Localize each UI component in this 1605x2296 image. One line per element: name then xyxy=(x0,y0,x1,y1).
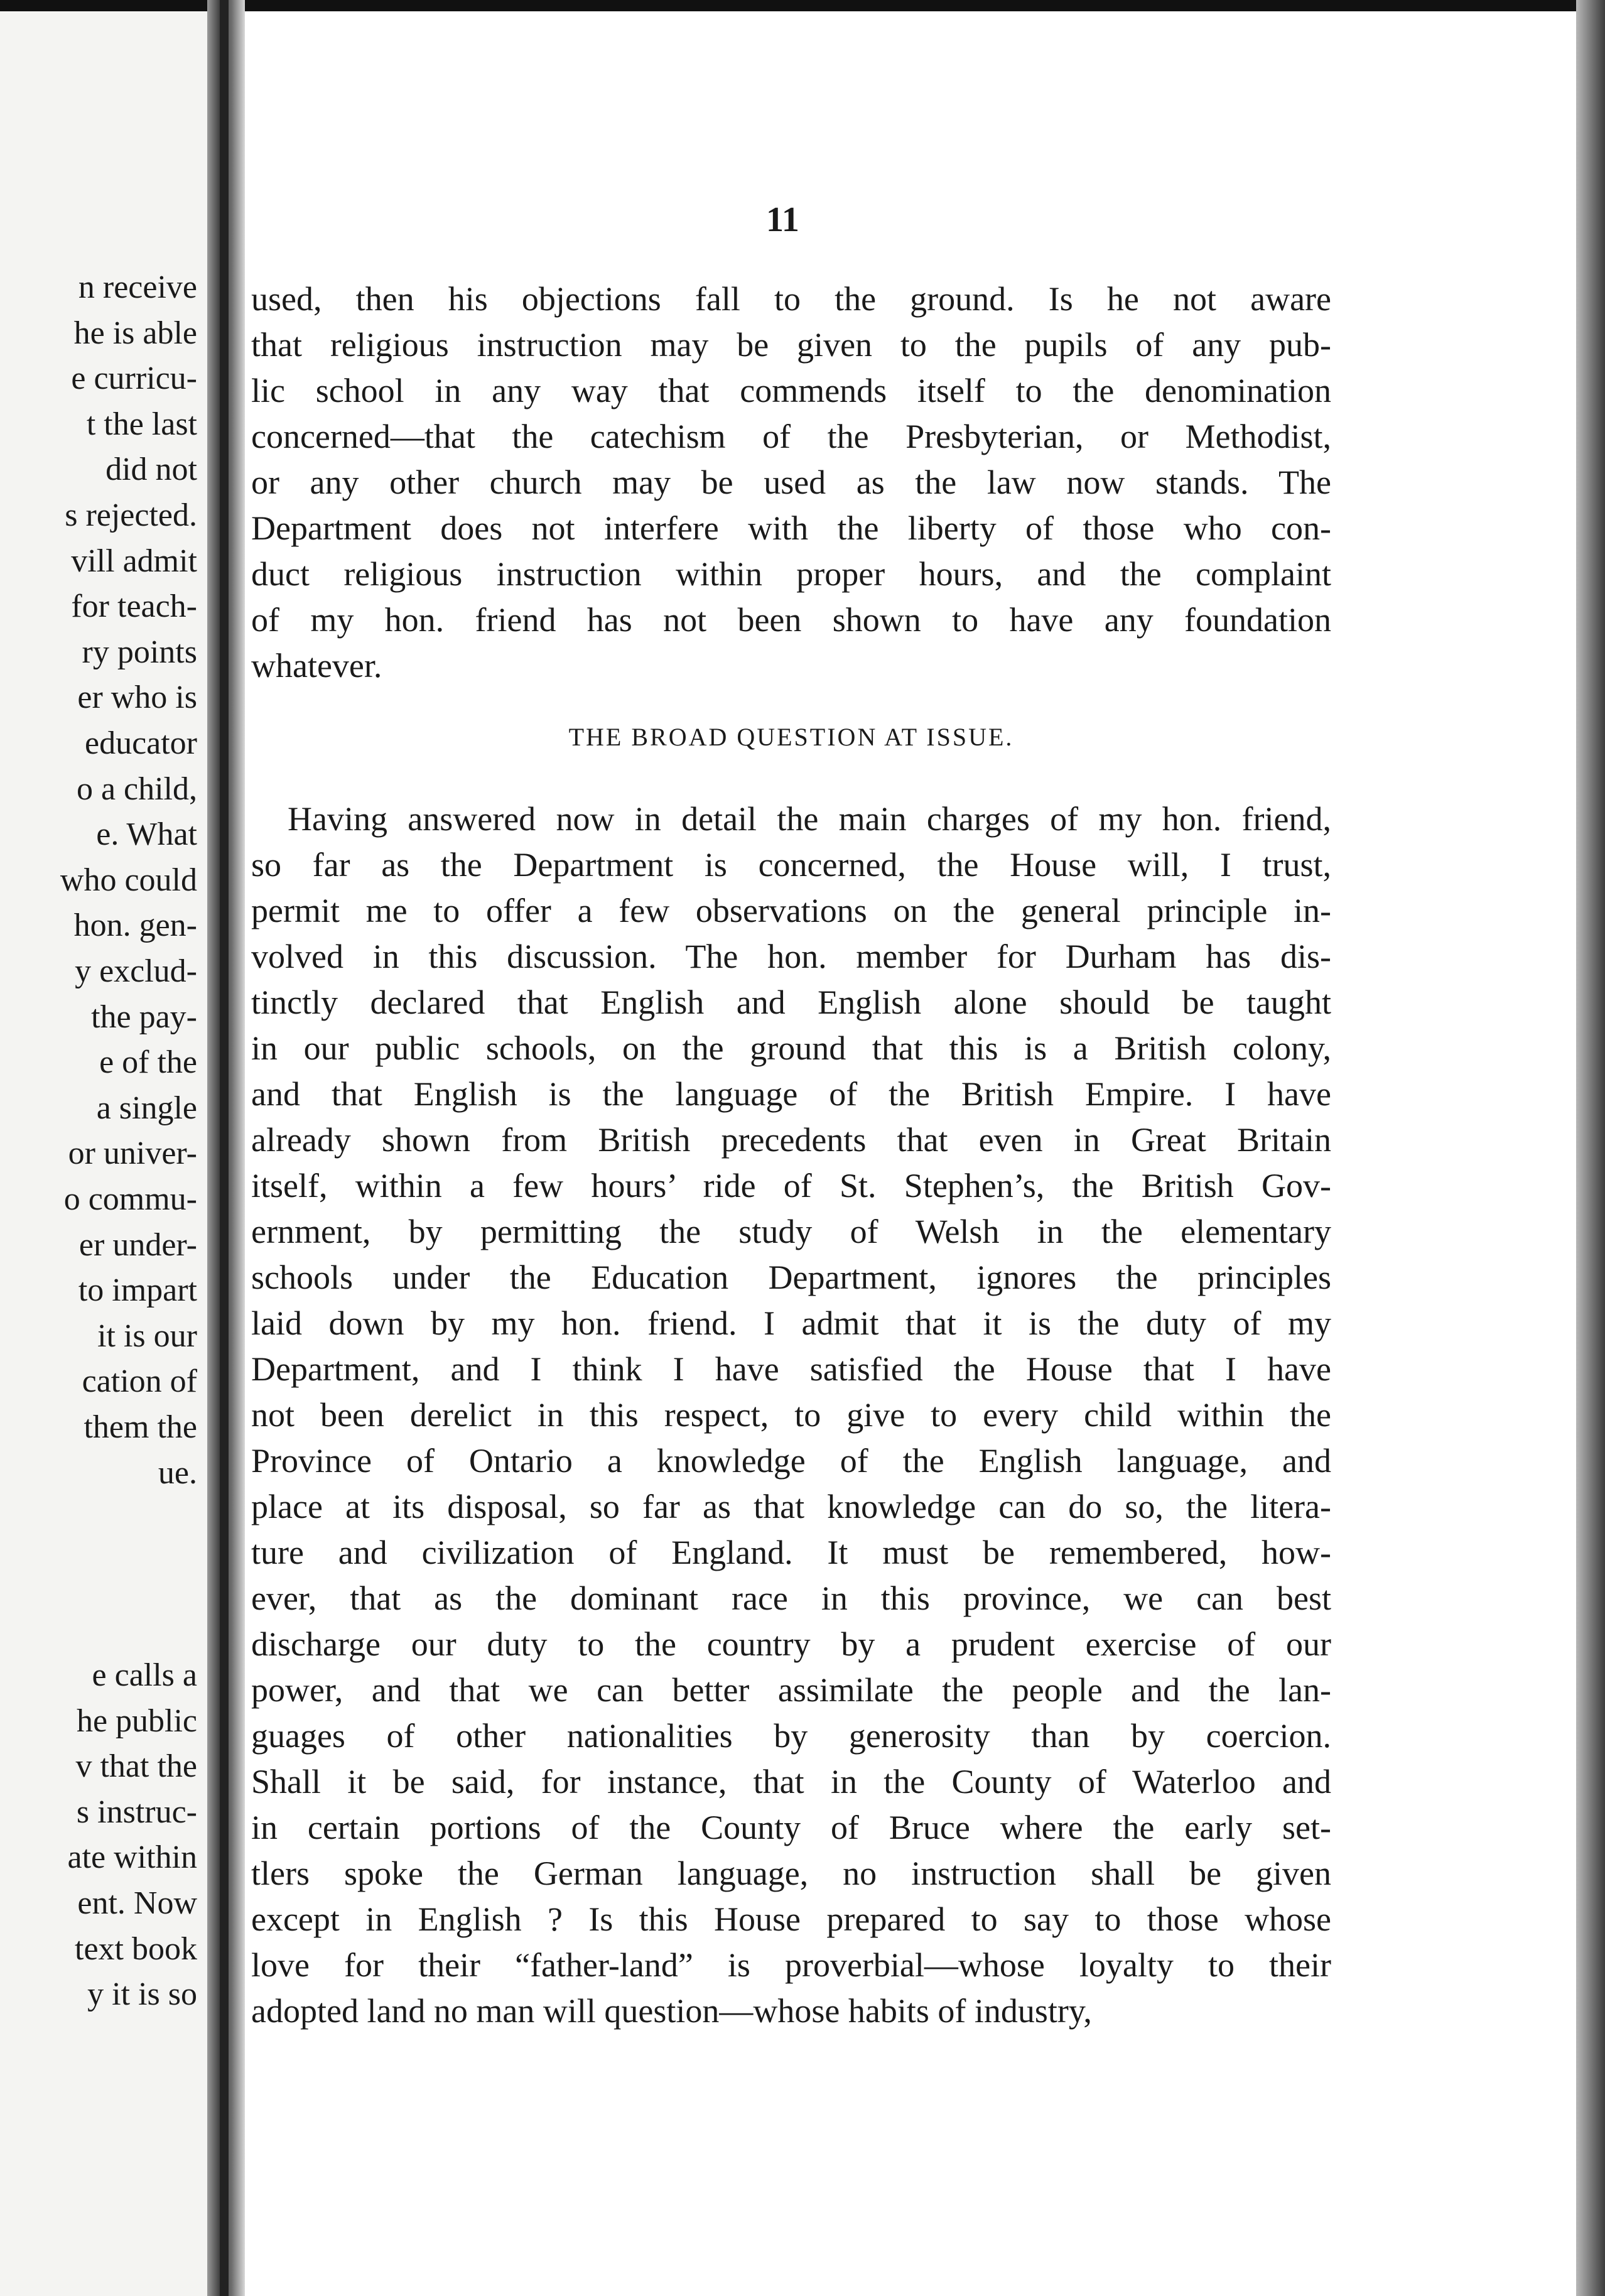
left-page-line: ue. xyxy=(158,1454,197,1491)
left-page-line: y it is so xyxy=(87,1976,197,2013)
text-line: ernment, by permitting the study of Welsh in the elementary xyxy=(251,1213,1331,1250)
text-line: used, then his objections fall to the ground. Is he not aware xyxy=(251,280,1331,318)
left-page-line: it is our xyxy=(97,1318,197,1354)
text-line: ever, that as the dominant race in this province, we can best xyxy=(251,1579,1331,1617)
right-page-edge xyxy=(1576,0,1605,2296)
text-line: laid down by my hon. friend. I admit that it is the duty of my xyxy=(251,1304,1331,1342)
left-page-line: er under- xyxy=(78,1227,197,1263)
left-page-line: ry points xyxy=(82,634,197,670)
text-line: guages of other nationalities by generosity than by coercion. xyxy=(251,1717,1331,1755)
text-line: concerned—that the catechism of the Presbyterian, or Methodist, xyxy=(251,418,1331,455)
left-page-fragment xyxy=(0,11,207,2296)
left-page-line: y exclud- xyxy=(75,953,197,989)
text-line: in certain portions of the County of Bruce where the early set- xyxy=(251,1809,1331,1846)
left-page-line: he public xyxy=(76,1703,197,1739)
text-line: ture and civilization of England. It must be remembered, how- xyxy=(251,1534,1331,1571)
text-line: tinctly declared that English and English alone should be taught xyxy=(251,983,1331,1021)
text-line: discharge our duty to the country by a prudent exercise of our xyxy=(251,1625,1331,1663)
left-page-line: er who is xyxy=(77,680,197,716)
text-line: not been derelict in this respect, to give to every child within the xyxy=(251,1396,1331,1434)
paragraph-1 xyxy=(251,276,1331,689)
left-page-line: v that the xyxy=(75,1748,197,1785)
left-page-line: o commu- xyxy=(63,1181,197,1217)
text-line: tlers spoke the German language, no instruction shall be given xyxy=(251,1855,1331,1892)
left-page-line: he is able xyxy=(73,315,197,351)
left-page-line: them the xyxy=(84,1409,197,1445)
section-heading: THE BROAD QUESTION AT ISSUE. xyxy=(568,723,1014,751)
text-line: of my hon. friend has not been shown to have any foundation xyxy=(251,601,1331,639)
left-page-line: or univer- xyxy=(68,1135,197,1172)
left-page-line: e curricu- xyxy=(71,360,197,397)
page-number: 11 xyxy=(766,200,799,239)
left-page-line: a single xyxy=(96,1090,197,1126)
left-page-line: educator xyxy=(84,725,197,761)
left-page-line: text book xyxy=(75,1930,197,1967)
text-line: already shown from British precedents that even in Great Britain xyxy=(251,1121,1331,1159)
text-line: Department does not interfere with the liberty of those who con- xyxy=(251,509,1331,547)
left-page-line: t the last xyxy=(86,406,197,442)
left-page-line: e of the xyxy=(99,1044,197,1081)
left-page-line: s instruc- xyxy=(76,1794,197,1830)
left-page-line: hon. gen- xyxy=(73,907,197,944)
left-page-line: did not xyxy=(105,452,197,488)
text-line: Shall it be said, for instance, that in the County of Waterloo and xyxy=(251,1763,1331,1801)
left-page-line: cation of xyxy=(82,1363,197,1400)
text-line: permit me to offer a few observations on the general principle in- xyxy=(251,892,1331,929)
gutter-shadow xyxy=(220,0,229,2296)
text-line: power, and that we can better assimilate the people and the lan- xyxy=(251,1671,1331,1709)
text-line: lic school in any way that commends itself to the denomination xyxy=(251,372,1331,409)
text-line: or any other church may be used as the law now stands. The xyxy=(251,463,1331,501)
left-page-line: ent. Now xyxy=(77,1885,197,1921)
text-line: that religious instruction may be given to the pupils of any pub- xyxy=(251,326,1331,364)
left-page-line: s rejected. xyxy=(65,497,197,533)
left-page-line: the pay- xyxy=(91,999,197,1035)
left-page-line: for teach- xyxy=(71,588,197,625)
left-page-line: o a child, xyxy=(76,771,197,807)
text-line: place at its disposal, so far as that knowledge can do so, the litera- xyxy=(251,1488,1331,1525)
text-line: Province of Ontario a knowledge of the English language, and xyxy=(251,1442,1331,1480)
left-page-line: vill admit xyxy=(71,543,197,579)
text-line: duct religious instruction within proper hours, and the complaint xyxy=(251,555,1331,593)
left-page-line: e. What xyxy=(96,816,197,853)
text-line: so far as the Department is concerned, the House will, I trust, xyxy=(251,846,1331,884)
text-line: love for their “father-land” is proverbial—whose loyalty to their xyxy=(251,1946,1331,1984)
left-page-line: who could xyxy=(60,862,197,898)
text-line: Having answered now in detail the main charges of my hon. friend, xyxy=(288,800,1331,838)
text-line: adopted land no man will question—whose habits of industry, xyxy=(251,1992,1092,2030)
text-line: in our public schools, on the ground that this is a British colony, xyxy=(251,1029,1331,1067)
paragraph-2 xyxy=(251,796,1331,2034)
text-line: volved in this discussion. The hon. member for Durham has dis- xyxy=(251,938,1331,975)
text-line: itself, within a few hours’ ride of St. Stephen’s, the British Gov- xyxy=(251,1167,1331,1205)
text-line: and that English is the language of the British Empire. I have xyxy=(251,1075,1331,1113)
left-page-line: e calls a xyxy=(92,1657,197,1693)
text-line: except in English ? Is this House prepared to say to those whose xyxy=(251,1900,1331,1938)
text-line: whatever. xyxy=(251,647,382,685)
text-line: Department, and I think I have satisfied the House that I have xyxy=(251,1350,1331,1388)
left-page-line: to impart xyxy=(78,1272,197,1309)
left-page-line: n receive xyxy=(78,269,197,305)
text-line: schools under the Education Department, ignores the principles xyxy=(251,1259,1331,1296)
left-page-line: ate within xyxy=(67,1839,197,1876)
